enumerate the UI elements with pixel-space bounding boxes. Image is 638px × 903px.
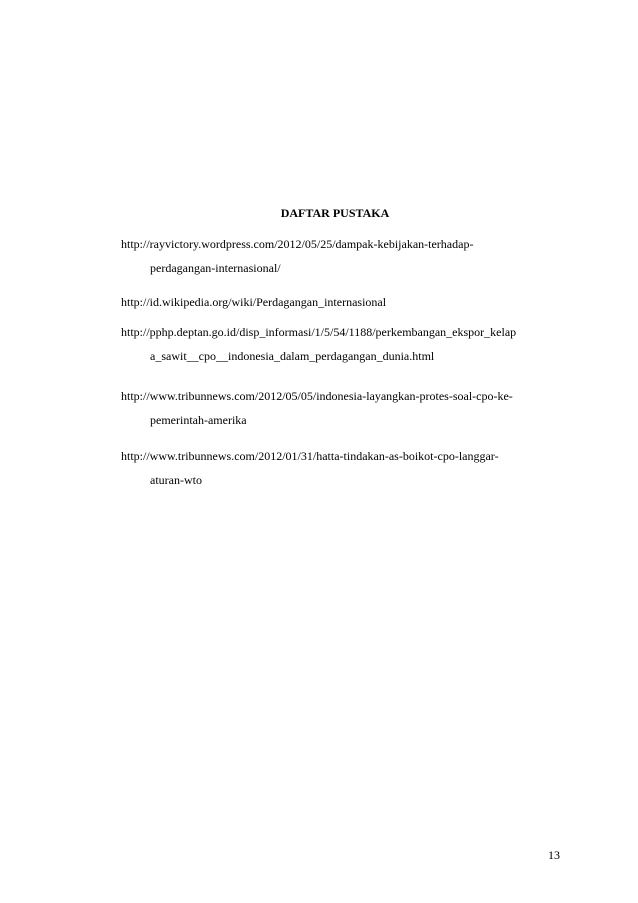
reference-item [121,384,561,432]
reference-item [121,320,561,368]
page-number: 13 [548,848,560,862]
reference-url-line-1: http://rayvictory.wordpress.com/2012/05/25/dampak-kebijakan-terhadap- [121,237,474,251]
reference-url-line-1: http://pphp.deptan.go.id/disp_informasi/1/5/54/1188/perkembangan_ekspor_kelap [121,325,517,339]
reference-url-line-1: http://www.tribunnews.com/2012/01/31/hatta-tindakan-as-boikot-cpo-langgar- [121,449,499,463]
reference-url-line-2: perdagangan-internasional/ [150,261,281,275]
reference-url-line-2: aturan-wto [150,473,202,487]
reference-url-line-1: http://www.tribunnews.com/2012/05/05/indonesia-layangkan-protes-soal-cpo-ke- [121,389,513,403]
reference-url-line-1: http://id.wikipedia.org/wiki/Perdagangan_internasional [121,295,387,309]
reference-url-line-2: a_sawit__cpo__indonesia_dalam_perdagangan_dunia.html [150,349,435,363]
reference-item [121,290,561,314]
reference-item [121,232,561,280]
reference-url-line-2: pemerintah-amerika [150,413,247,427]
page-title: DAFTAR PUSTAKA [280,206,390,220]
reference-item [121,444,561,492]
